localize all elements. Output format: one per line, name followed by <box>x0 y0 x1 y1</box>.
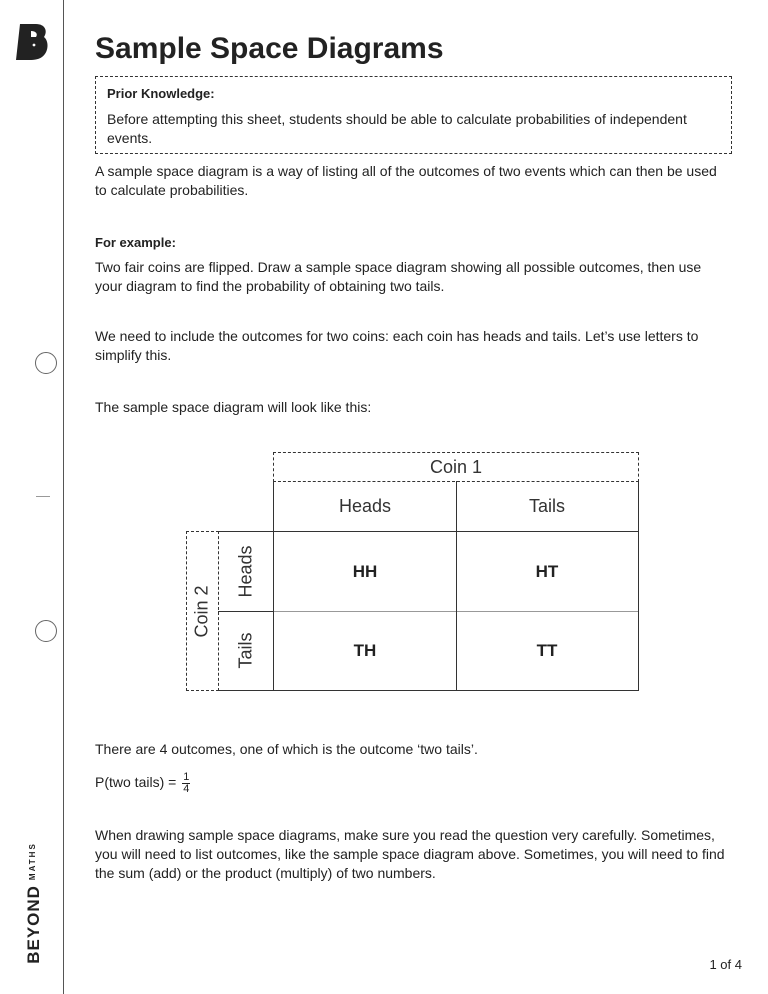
column-header-tails: Tails <box>456 481 639 532</box>
prior-knowledge-heading: Prior Knowledge: <box>107 86 215 101</box>
fold-mark <box>36 496 50 497</box>
probability-line <box>95 772 732 795</box>
outcomes-paragraph: There are 4 outcomes, one of which is the outcome ‘two tails’. <box>95 741 478 757</box>
prior-knowledge-box <box>95 76 732 154</box>
fraction-denominator: 4 <box>183 783 190 795</box>
column-header-heads: Heads <box>273 481 457 532</box>
closing-paragraph: When drawing sample space diagrams, make sure you read the question very carefully. Sometimes, you will need to list outcomes, like the sample space diagram above. Sometimes, you will need to find the sum (add) or the product (multiply) of two numbers. <box>95 827 725 881</box>
punch-hole-top <box>35 352 57 374</box>
beyond-logo-icon <box>14 22 50 62</box>
fraction-numerator: 1 <box>183 771 190 783</box>
page-title: Sample Space Diagrams <box>95 32 444 65</box>
diagram-intro: The sample space diagram will look like this: <box>95 399 372 415</box>
outcome-cell: HT <box>456 531 639 612</box>
prior-knowledge-text: Before attempting this sheet, students should be able to calculate probabilities of independent events. <box>107 111 687 146</box>
coin-2-header-box <box>186 531 219 691</box>
row-header-tails-box <box>218 611 274 691</box>
margin-line <box>63 0 64 994</box>
example-paragraph: Two fair coins are flipped. Draw a sample space diagram showing all possible outcomes, then use your diagram to find the probability of obtaining two tails. <box>95 259 702 294</box>
brand-main: BEYOND <box>24 885 43 964</box>
example-heading: For example: <box>95 235 176 250</box>
punch-hole-bottom <box>35 620 57 642</box>
probability-label: P(two tails) = <box>95 774 177 791</box>
intro-paragraph: A sample space diagram is a way of listing all of the outcomes of two events which can then be used to calculate probabilities. <box>95 163 717 198</box>
brand-logotype <box>24 842 44 964</box>
outcome-cell: TH <box>273 611 457 691</box>
row-header-tails: Tails <box>235 632 256 669</box>
row-header-heads: Heads <box>235 545 256 598</box>
brand-sub: MATHS <box>28 842 37 881</box>
fraction <box>182 772 190 795</box>
outcome-cell: HH <box>273 531 457 612</box>
coin-1-header: Coin 1 <box>273 452 639 482</box>
coin-2-header: Coin 2 <box>192 584 212 638</box>
row-header-heads-box <box>218 531 274 612</box>
explanation-paragraph: We need to include the outcomes for two coins: each coin has heads and tails. Let’s use letters to simplify this. <box>95 328 699 363</box>
outcome-cell: TT <box>456 611 639 691</box>
page-number: 1 of 4 <box>709 957 742 972</box>
